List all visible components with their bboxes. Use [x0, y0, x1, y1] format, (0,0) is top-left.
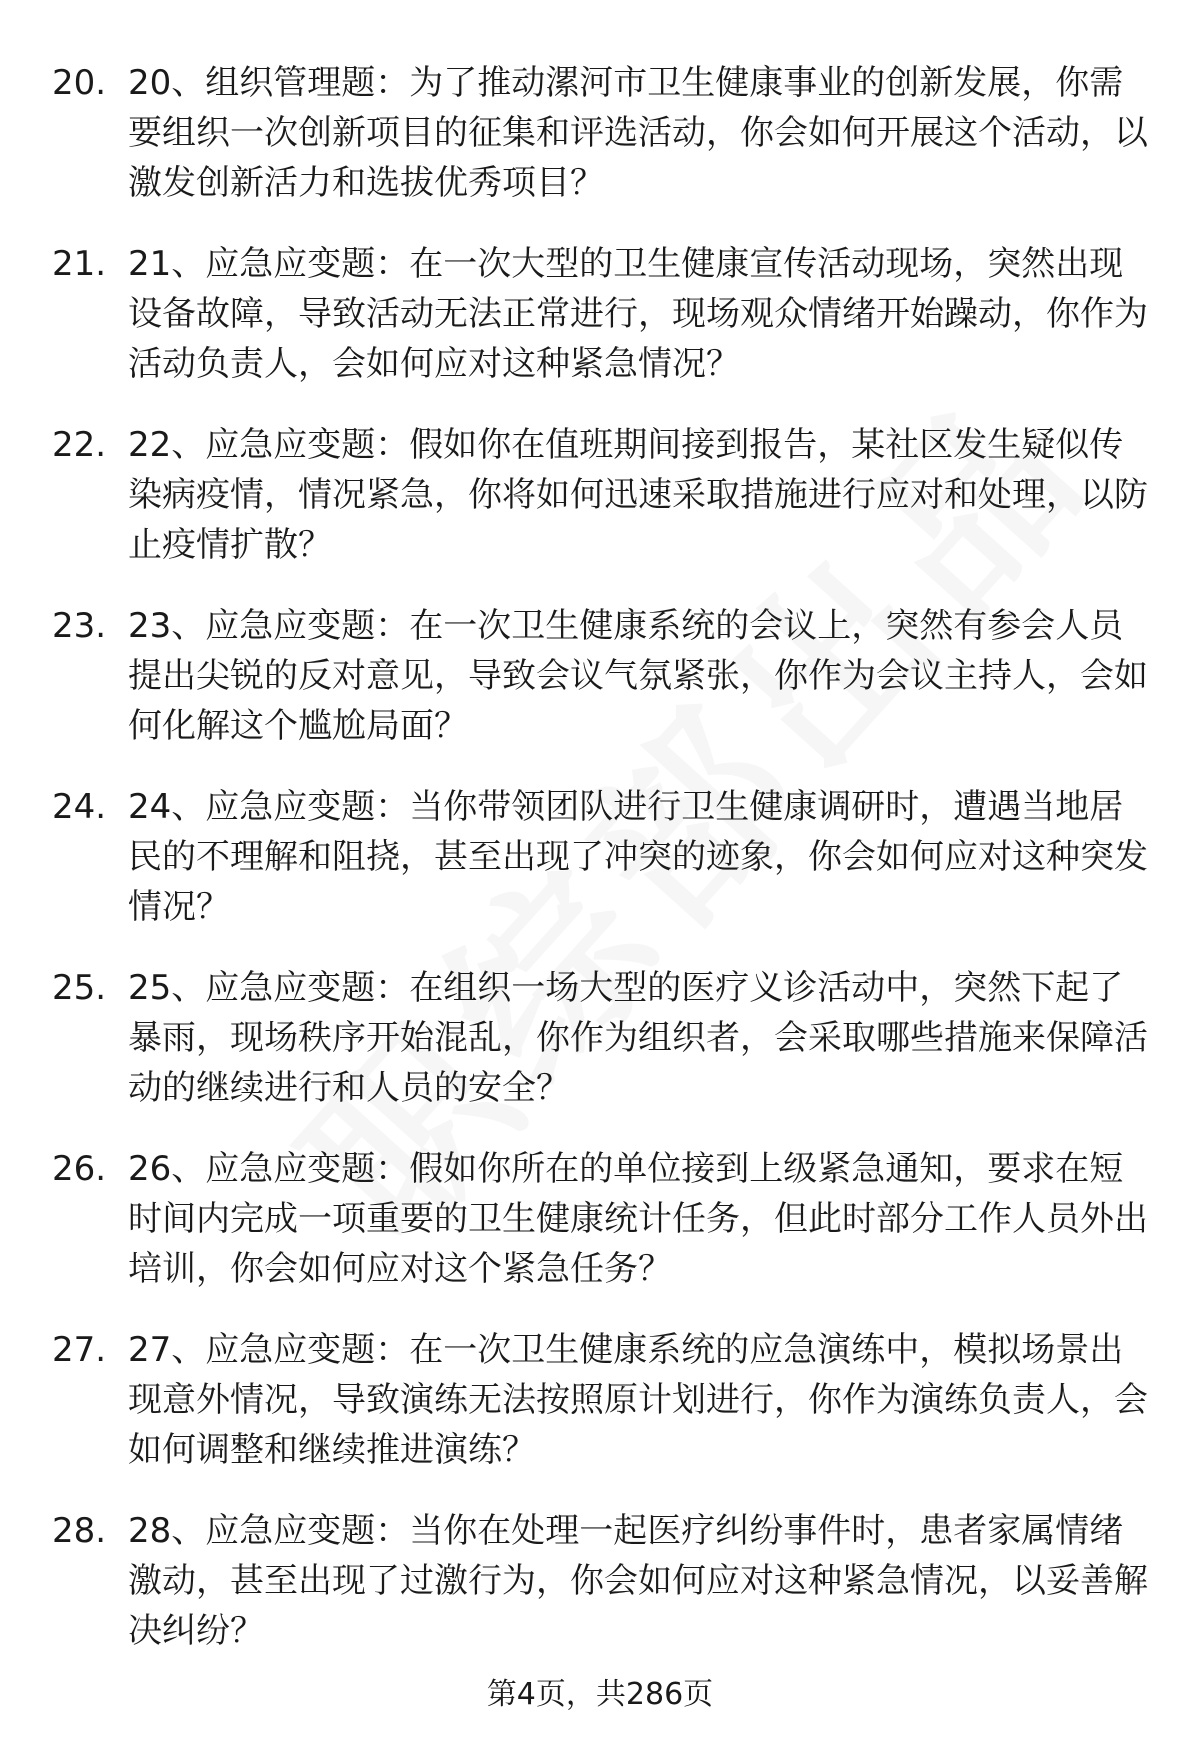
question-text: 23、应急应变题：在一次卫生健康系统的会议上，突然有参会人员提出尖锐的反对意见，导致会议气氛紧张，你作为会议主持人，会如何化解这个尴尬局面？ — [128, 606, 1148, 746]
question-list — [0, 58, 1200, 1687]
question-number: 22. — [52, 425, 107, 465]
question-number: 25. — [52, 968, 107, 1008]
question-text: 28、应急应变题：当你在处理一起医疗纠纷事件时，患者家属情绪激动，甚至出现了过激行为，你会如何应对这种紧急情况，以妥善解决纠纷？ — [128, 1511, 1148, 1651]
question-text: 25、应急应变题：在组织一场大型的医疗义诊活动中，突然下起了暴雨，现场秩序开始混乱，你作为组织者，会采取哪些措施来保障活动的继续进行和人员的安全？ — [128, 968, 1148, 1108]
question-number: 26. — [52, 1149, 107, 1189]
question-number: 23. — [52, 606, 107, 646]
question-text: 22、应急应变题：假如你在值班期间接到报告，某社区发生疑似传染病疫情，情况紧急，你将如何迅速采取措施进行应对和处理，以防止疫情扩散？ — [128, 425, 1148, 565]
question-text: 20、组织管理题：为了推动漯河市卫生健康事业的创新发展，你需要组织一次创新项目的征集和评选活动，你会如何开展这个活动，以激发创新活力和选拔优秀项目？ — [128, 63, 1148, 203]
page-footer: 第4页，共286页 — [486, 1677, 714, 1712]
question-text: 21、应急应变题：在一次大型的卫生健康宣传活动现场，突然出现设备故障，导致活动无法正常进行，现场观众情绪开始躁动，你作为活动负责人，会如何应对这种紧急情况？ — [128, 244, 1148, 384]
list-item — [0, 782, 1200, 963]
list-item — [0, 1506, 1200, 1687]
question-number: 27. — [52, 1330, 107, 1370]
list-item — [0, 239, 1200, 420]
question-text: 26、应急应变题：假如你所在的单位接到上级紧急通知，要求在短时间内完成一项重要的卫生健康统计任务，但此时部分工作人员外出培训，你会如何应对这个紧急任务？ — [128, 1149, 1148, 1289]
question-text: 27、应急应变题：在一次卫生健康系统的应急演练中，模拟场景出现意外情况，导致演练无法按照原计划进行，你作为演练负责人，会如何调整和继续推进演练？ — [128, 1330, 1148, 1470]
list-item — [0, 601, 1200, 782]
question-number: 28. — [52, 1511, 107, 1551]
list-item — [0, 420, 1200, 601]
question-number: 20. — [52, 63, 107, 103]
list-item — [0, 963, 1200, 1144]
list-item — [0, 1144, 1200, 1325]
list-item — [0, 58, 1200, 239]
question-number: 24. — [52, 787, 107, 827]
list-item — [0, 1325, 1200, 1506]
question-number: 21. — [52, 244, 107, 284]
question-text: 24、应急应变题：当你带领团队进行卫生健康调研时，遭遇当地居民的不理解和阻挠，甚至出现了冲突的迹象，你会如何应对这种突发情况？ — [128, 787, 1148, 927]
